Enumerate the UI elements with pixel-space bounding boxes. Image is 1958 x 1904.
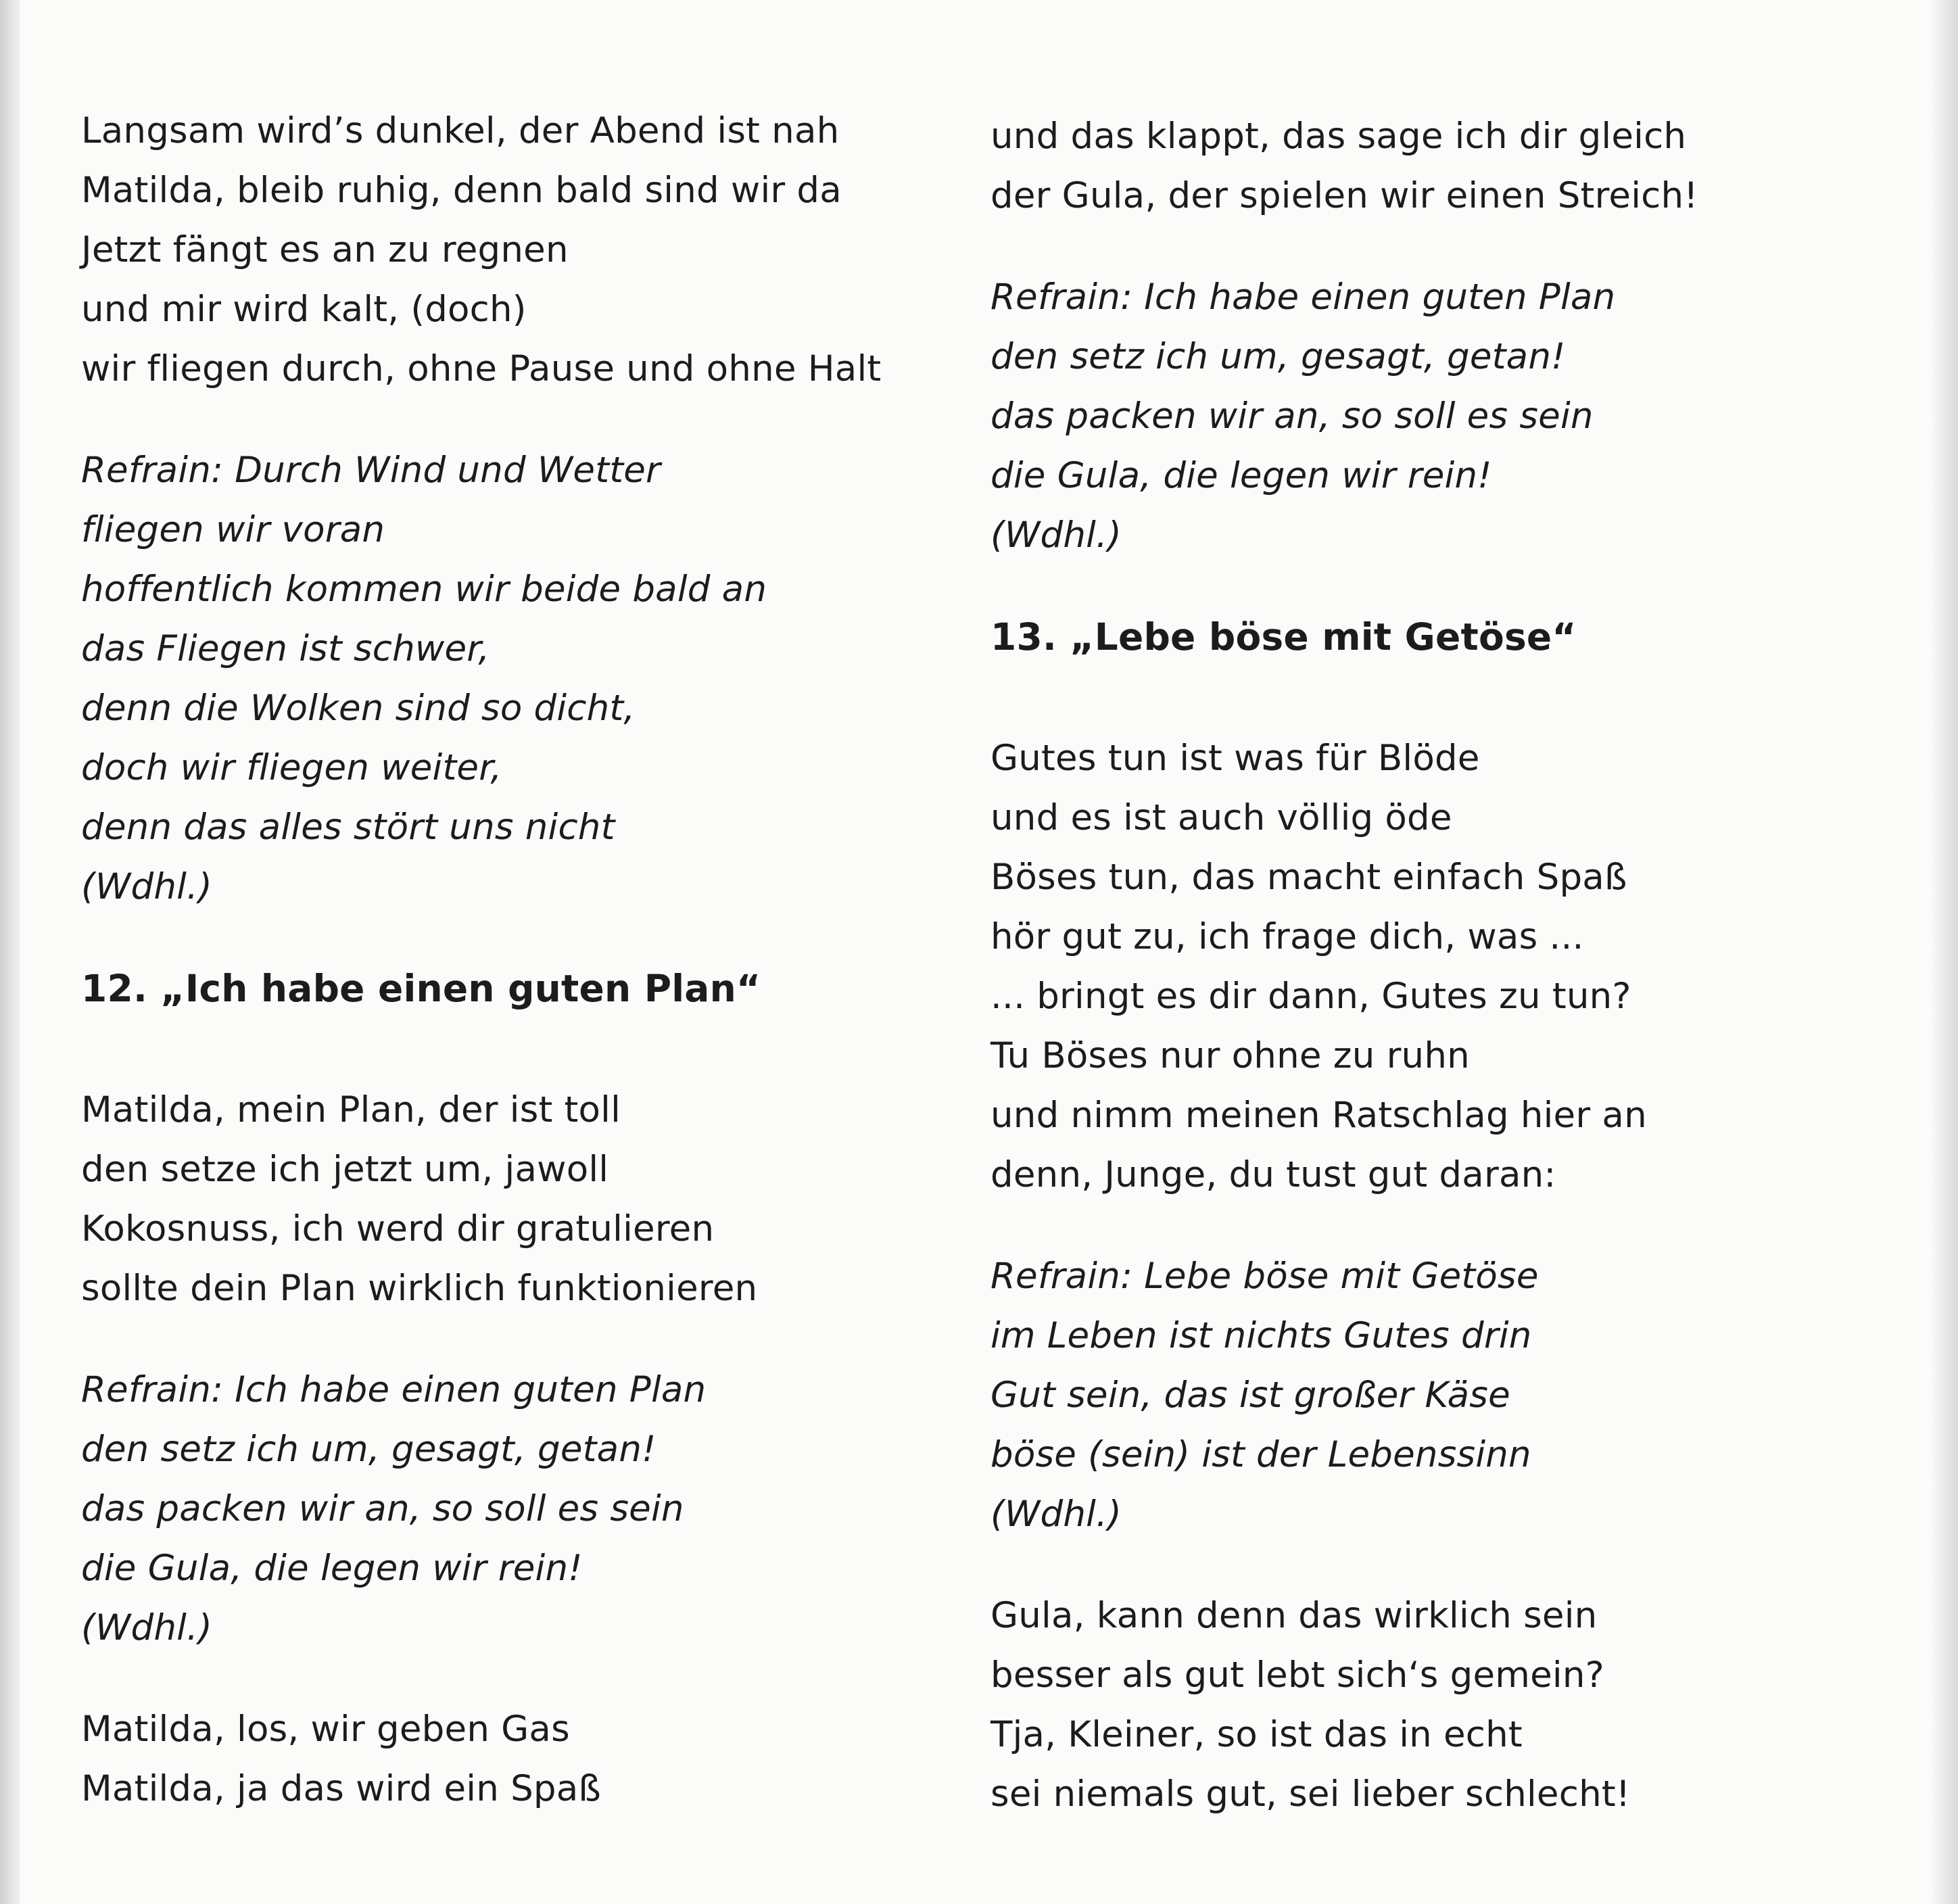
lyric-line: Jetzt fängt es an zu regnen <box>81 229 569 270</box>
lyric-line: Kokosnuss, ich werd dir gratulieren <box>81 1208 715 1250</box>
refrain-line: die Gula, die legen wir rein! <box>990 455 1492 496</box>
lyric-line: Tu Böses nur ohne zu ruhn <box>990 1035 1470 1076</box>
verse-stanza <box>990 107 1869 226</box>
refrain-line: den setz ich um, gesagt, getan! <box>990 336 1566 377</box>
verse-stanza <box>81 1700 920 1819</box>
refrain-stanza <box>81 441 920 917</box>
page-edge-right <box>1931 0 1958 1904</box>
refrain-line: (Wdhl.) <box>990 515 1122 556</box>
lyric-line: besser als gut lebt sich‘s gemein? <box>990 1655 1604 1696</box>
refrain-line: fliegen wir voran <box>81 509 385 550</box>
verse-stanza <box>81 1080 920 1318</box>
refrain-line: das packen wir an, so soll es sein <box>81 1488 684 1529</box>
verse-stanza <box>81 101 920 399</box>
song-heading-13: 13. „Lebe böse mit Getöse“ <box>990 615 1577 659</box>
lyric-line: Tja, Kleiner, so ist das in echt <box>990 1714 1523 1755</box>
refrain-line: Refrain: Durch Wind und Wetter <box>81 450 661 491</box>
lyric-line: Matilda, los, wir geben Gas <box>81 1709 570 1750</box>
refrain-line: denn die Wolken sind so dicht, <box>81 688 636 729</box>
refrain-stanza <box>990 268 1869 565</box>
refrain-line: doch wir fliegen weiter, <box>81 747 502 788</box>
page-edge-left <box>0 0 20 1904</box>
refrain-line: (Wdhl.) <box>81 1607 212 1648</box>
refrain-line: das Fliegen ist schwer, <box>81 628 490 669</box>
lyric-line: und das klappt, das sage ich dir gleich <box>990 116 1687 157</box>
refrain-line: Refrain: Ich habe einen guten Plan <box>81 1369 707 1410</box>
refrain-line: denn das alles stört uns nicht <box>81 807 615 848</box>
lyric-line: und nimm meinen Ratschlag hier an <box>990 1095 1647 1136</box>
refrain-stanza <box>990 1247 1869 1544</box>
lyric-line: Böses tun, das macht einfach Spaß <box>990 857 1627 898</box>
refrain-line: das packen wir an, so soll es sein <box>990 396 1594 437</box>
lyric-line: Gutes tun ist was für Blöde <box>990 738 1480 779</box>
refrain-line: im Leben ist nichts Gutes drin <box>990 1315 1532 1356</box>
lyric-line: Matilda, bleib ruhig, denn bald sind wir da <box>81 170 842 211</box>
refrain-line: den setz ich um, gesagt, getan! <box>81 1429 656 1470</box>
lyric-line: wir fliegen durch, ohne Pause und ohne Halt <box>81 348 882 389</box>
refrain-line: Refrain: Lebe böse mit Getöse <box>990 1256 1539 1297</box>
refrain-line: die Gula, die legen wir rein! <box>81 1548 583 1589</box>
lyric-line: Matilda, ja das wird ein Spaß <box>81 1768 602 1809</box>
refrain-line: Refrain: Ich habe einen guten Plan <box>990 277 1616 318</box>
refrain-line: böse (sein) ist der Lebenssinn <box>990 1434 1531 1475</box>
lyric-line: und es ist auch völlig öde <box>990 797 1452 838</box>
song-heading-12: 12. „Ich habe einen guten Plan“ <box>81 967 761 1010</box>
lyric-line: hör gut zu, ich frage dich, was ... <box>990 916 1584 957</box>
verse-stanza <box>990 729 1869 1205</box>
lyric-line: und mir wird kalt, (doch) <box>81 289 527 330</box>
refrain-line: Gut sein, das ist großer Käse <box>990 1375 1510 1416</box>
lyric-line: sei niemals gut, sei lieber schlecht! <box>990 1774 1631 1815</box>
verse-stanza <box>990 1586 1869 1824</box>
lyric-line: den setze ich jetzt um, jawoll <box>81 1149 609 1190</box>
lyric-line: ... bringt es dir dann, Gutes zu tun? <box>990 976 1631 1017</box>
lyric-line: Gula, kann denn das wirklich sein <box>990 1595 1598 1636</box>
refrain-line: (Wdhl.) <box>990 1494 1122 1535</box>
refrain-line: (Wdhl.) <box>81 866 212 907</box>
right-column <box>990 107 1869 1866</box>
lyric-line: denn, Junge, du tust gut daran: <box>990 1154 1556 1195</box>
refrain-stanza <box>81 1360 920 1658</box>
lyric-line: der Gula, der spielen wir einen Streich! <box>990 175 1698 216</box>
lyric-line: sollte dein Plan wirklich funktionieren <box>81 1268 758 1309</box>
refrain-line: hoffentlich kommen wir beide bald an <box>81 569 767 610</box>
lyric-line: Langsam wird’s dunkel, der Abend ist nah <box>81 110 840 151</box>
lyric-line: Matilda, mein Plan, der ist toll <box>81 1089 621 1130</box>
left-column <box>81 101 920 1861</box>
